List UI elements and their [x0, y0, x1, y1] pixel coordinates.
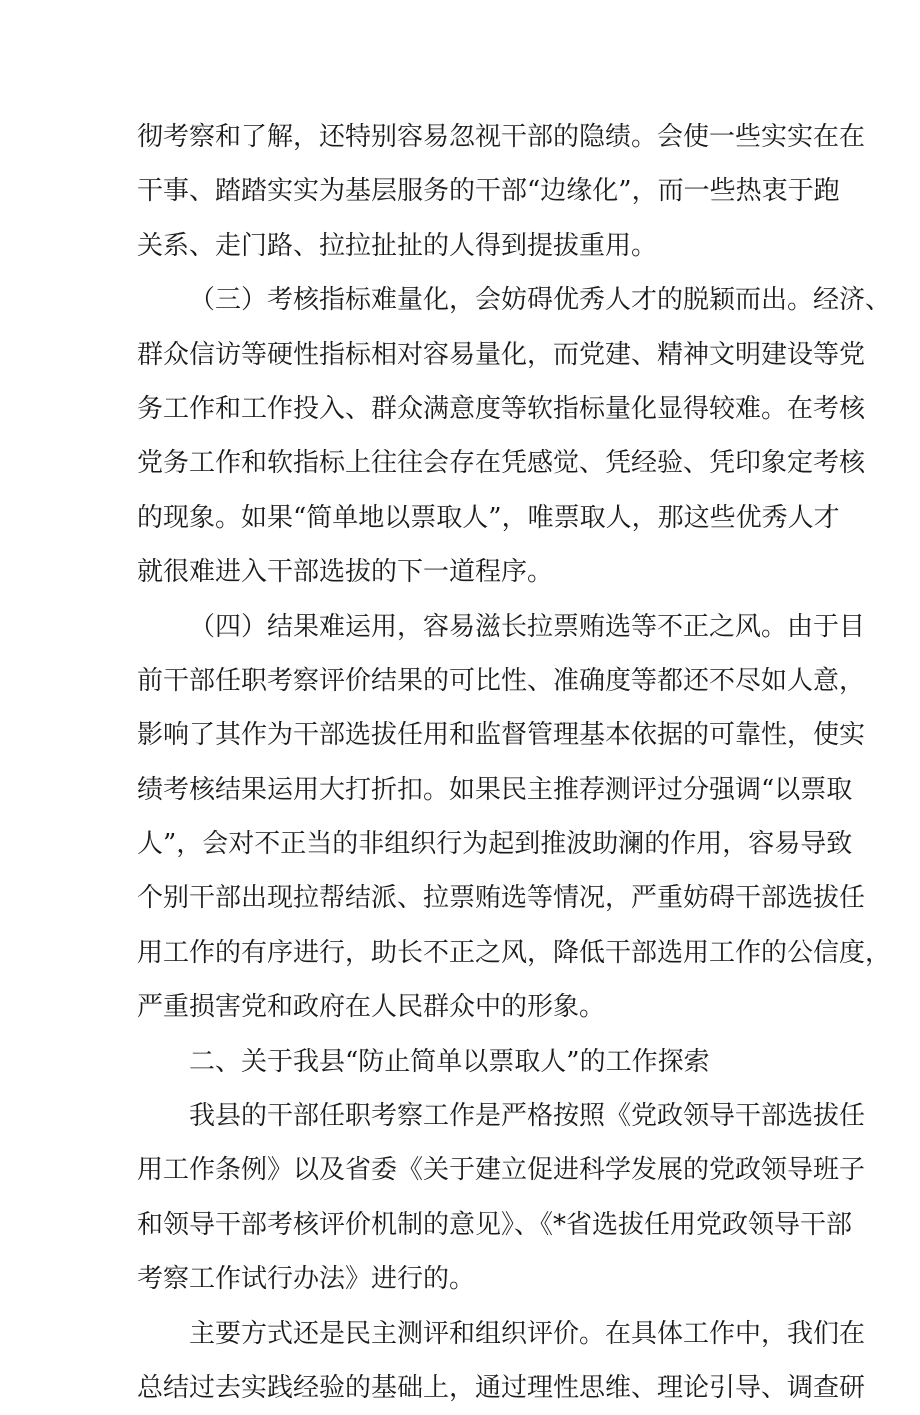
- text-line: 用工作条例》以及省委《关于建立促进科学发展的党政领导班子: [137, 1155, 866, 1186]
- text-line: 影响了其作为干部选拔任用和监督管理基本依据的可靠性，使实: [137, 720, 866, 751]
- text-line: （三）考核指标难量化，会妨碍优秀人才的脱颖而出。经济、: [189, 285, 892, 316]
- text-line: 总结过去实践经验的基础上，通过理性思维、理论引导、调查研: [137, 1372, 866, 1403]
- text-line: 群众信访等硬性指标相对容易量化，而党建、精神文明建设等党: [137, 339, 866, 370]
- text-line: 和领导干部考核评价机制的意见》、《*省选拔任用党政领导干部: [137, 1209, 853, 1240]
- text-line: 的现象。如果“简单地以票取人”，唯票取人，那这些优秀人才: [137, 502, 840, 533]
- text-line: 人”，会对不正当的非组织行为起到推波助澜的作用，容易导致: [137, 829, 853, 860]
- text-line: 彻考察和了解，还特别容易忽视干部的隐绩。会使一些实实在在: [137, 122, 866, 152]
- text-line: 务工作和工作投入、群众满意度等软指标量化显得较难。在考核: [137, 393, 866, 424]
- text-line: 党务工作和软指标上往往会存在凭感觉、凭经验、凭印象定考核: [137, 448, 866, 479]
- text-line: 二、关于我县“防止简单以票取人”的工作探索: [189, 1046, 710, 1077]
- text-line: 用工作的有序进行，助长不正之风，降低干部选用工作的公信度，: [137, 937, 892, 968]
- text-line: 严重损害党和政府在人民群众中的形象。: [137, 992, 606, 1023]
- text-line: 绩考核结果运用大打折扣。如果民主推荐测评过分强调“以票取: [137, 774, 853, 805]
- text-line: 个别干部出现拉帮结派、拉票贿选等情况，严重妨碍干部选拔任: [137, 883, 866, 914]
- text-line: 我县的干部任职考察工作是严格按照《党政领导干部选拔任: [189, 1101, 866, 1132]
- text-line: 就很难进入干部选拔的下一道程序。: [137, 557, 554, 588]
- body-text: [137, 110, 892, 1415]
- text-line: 考察工作试行办法》进行的。: [137, 1264, 476, 1295]
- text-line: 主要方式还是民主测评和组织评价。在具体工作中，我们在: [189, 1318, 866, 1349]
- text-line: 前干部任职考察评价结果的可比性、准确度等都还不尽如人意，: [137, 665, 866, 696]
- text-line: 关系、走门路、拉拉扯扯的人得到提拔重用。: [137, 230, 658, 261]
- text-line: （四）结果难运用，容易滋长拉票贿选等不正之风。由于目: [189, 611, 866, 642]
- text-line: 干事、踏踏实实为基层服务的干部“边缘化”，而一些热衷于跑: [137, 176, 840, 207]
